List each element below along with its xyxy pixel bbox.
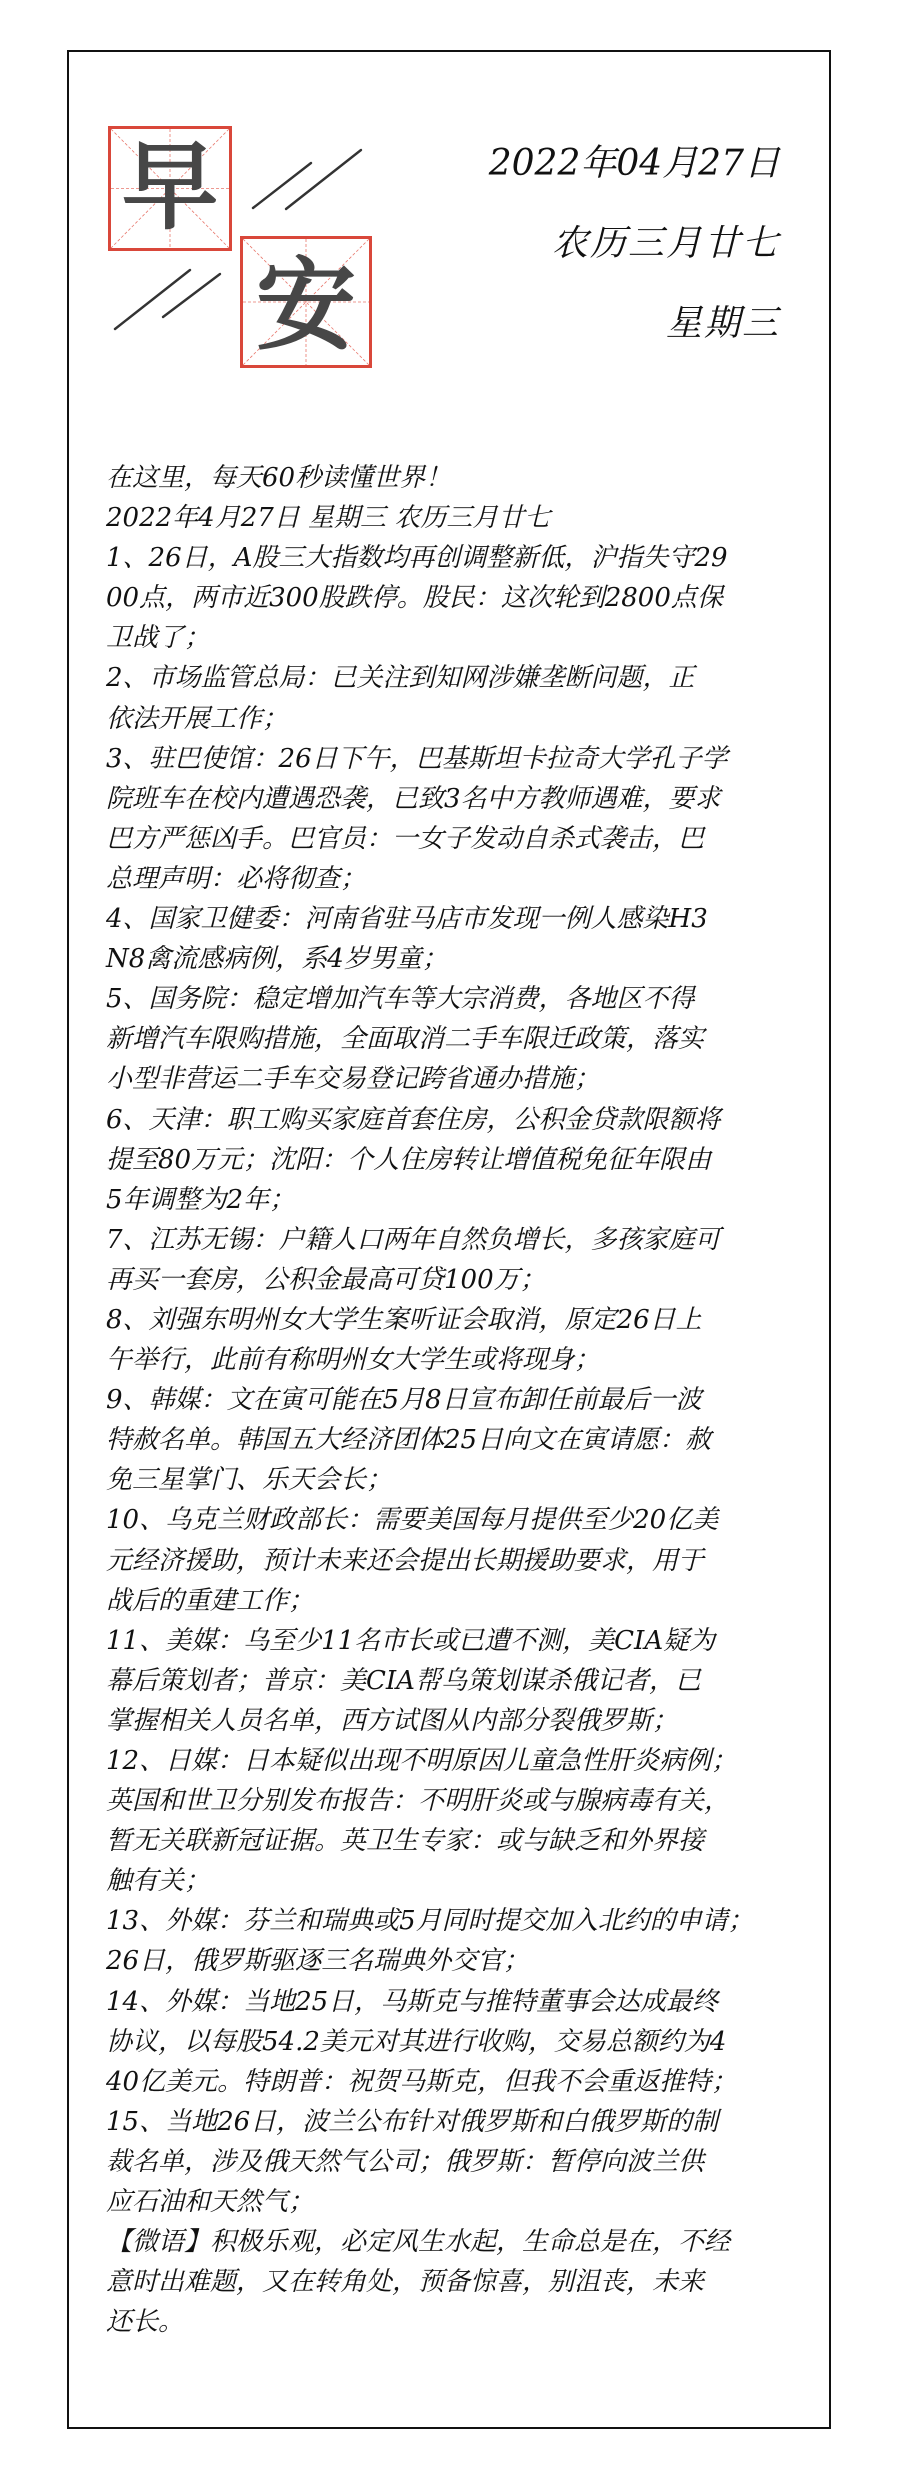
article-line: 特赦名单。韩国五大经济团体25日向文在寅请愿：赦 — [106, 1425, 712, 1456]
article-line: 5、国务院：稳定增加汽车等大宗消费，各地区不得 — [106, 984, 695, 1015]
article-line: 裁名单，涉及俄天然气公司；俄罗斯：暂停向波兰供 — [106, 2146, 705, 2177]
greeting-grid-box-an — [240, 236, 372, 368]
article-line: 26日，俄罗斯驱逐三名瑞典外交官； — [106, 1946, 530, 1977]
article-line: 15、当地26日，波兰公布针对俄罗斯和白俄罗斯的制 — [106, 2106, 719, 2137]
article-line: 2、市场监管总局：已关注到知网涉嫌垄断问题，正 — [106, 663, 695, 694]
article-line: 00点，两市近300股跌停。股民：这次轮到2800点保 — [106, 583, 723, 614]
article-line: 【微语】积极乐观，必定风生水起，生命总是在，不经 — [106, 2227, 731, 2258]
article-line: 13、外媒：芬兰和瑞典或5月同时提交加入北约的申请； — [106, 1906, 754, 1937]
news-article — [106, 458, 818, 2342]
article-line: 12、日媒：日本疑似出现不明原因儿童急性肝炎病例； — [106, 1746, 738, 1776]
article-line: 4、国家卫健委：河南省驻马店市发现一例人感染H3 — [106, 904, 708, 935]
article-line: 3、驻巴使馆：26日下午，巴基斯坦卡拉奇大学孔子学 — [106, 743, 728, 774]
article-line: 9、韩媒：文在寅可能在5月8日宣布卸任前最后一波 — [106, 1385, 702, 1416]
article-line: 协议，以每股54.2美元对其进行收购，交易总额约为4 — [106, 2026, 727, 2057]
article-line: 还长。 — [106, 2307, 185, 2338]
article-line: 卫战了； — [106, 623, 211, 654]
article-line: 巴方严惩凶手。巴官员：一女子发动自杀式袭击，巴 — [106, 823, 705, 854]
solar-date: 2022年04月27日 — [488, 143, 780, 184]
article-line: 触有关； — [106, 1866, 211, 1897]
article-line: 1、26日，A股三大指数均再创调整新低，沪指失守29 — [106, 543, 728, 574]
article-line: 午举行，此前有称明州女大学生或将现身； — [106, 1345, 601, 1376]
article-line: 再买一套房，公积金最高可贷100万； — [106, 1264, 546, 1295]
article-line: 6、天津：职工购买家庭首套住房，公积金贷款限额将 — [106, 1104, 721, 1135]
article-line: 新增汽车限购措施，全面取消二手车限迁政策，落实 — [106, 1024, 705, 1055]
article-line: 10、乌克兰财政部长：需要美国每月提供至少20亿美 — [106, 1505, 719, 1536]
article-line: 掌握相关人员名单，西方试图从内部分裂俄罗斯； — [106, 1705, 679, 1736]
article-line: 14、外媒：当地25日，马斯克与推特董事会达成最终 — [106, 1986, 719, 2017]
article-line: 幕后策划者；普京：美CIA帮乌策划谋杀俄记者，已 — [106, 1665, 701, 1696]
article-line: 5年调整为2年； — [106, 1184, 296, 1215]
article-line: 总理声明：必将彻查； — [106, 863, 367, 894]
article-line: 应石油和天然气； — [106, 2187, 315, 2218]
article-line: 英国和世卫分别发布报告：不明肝炎或与腺病毒有关， — [106, 1786, 731, 1817]
greeting-grid-box-zao — [108, 126, 232, 251]
article-line: 院班车在校内遭遇恐袭，已致3名中方教师遇难，要求 — [106, 783, 721, 814]
article-line: N8禽流感病例，系4岁男童； — [106, 944, 448, 975]
article-line: 依法开展工作； — [106, 703, 289, 734]
article-line: 暂无关联新冠证据。英卫生专家：或与缺乏和外界接 — [106, 1826, 705, 1857]
greeting-char-an: 安 — [256, 247, 356, 364]
article-line: 免三星掌门、乐天会长； — [106, 1465, 393, 1496]
article-line: 元经济援助，预计未来还会提出长期援助要求，用于 — [106, 1545, 705, 1576]
lunar-date: 农历三月廿七 — [551, 223, 780, 264]
article-line: 40亿美元。特朗普：祝贺马斯克，但我不会重返推特； — [106, 2066, 738, 2097]
article-line: 11、美媒：乌至少11名市长或已遭不测，美CIA疑为 — [106, 1625, 716, 1656]
article-line: 意时出难题，又在转角处，预备惊喜，别沮丧，未来 — [106, 2267, 705, 2298]
article-line: 7、江苏无锡：户籍人口两年自然负增长，多孩家庭可 — [106, 1224, 721, 1255]
article-line: 在这里，每天60秒读懂世界！ — [106, 463, 452, 493]
greeting-char-zao: 早 — [122, 130, 218, 243]
article-line: 小型非营运二手车交易登记跨省通办措施； — [106, 1064, 601, 1095]
date-block — [489, 136, 780, 376]
article-line: 战后的重建工作； — [106, 1585, 315, 1616]
article-line: 8、刘强东明州女大学生案听证会取消，原定26日上 — [106, 1304, 702, 1335]
article-line: 提至80万元；沈阳：个人住房转让增值税免征年限由 — [106, 1144, 712, 1175]
weekday: 星期三 — [665, 303, 780, 344]
article-line: 2022年4月27日 星期三 农历三月廿七 — [106, 503, 551, 534]
